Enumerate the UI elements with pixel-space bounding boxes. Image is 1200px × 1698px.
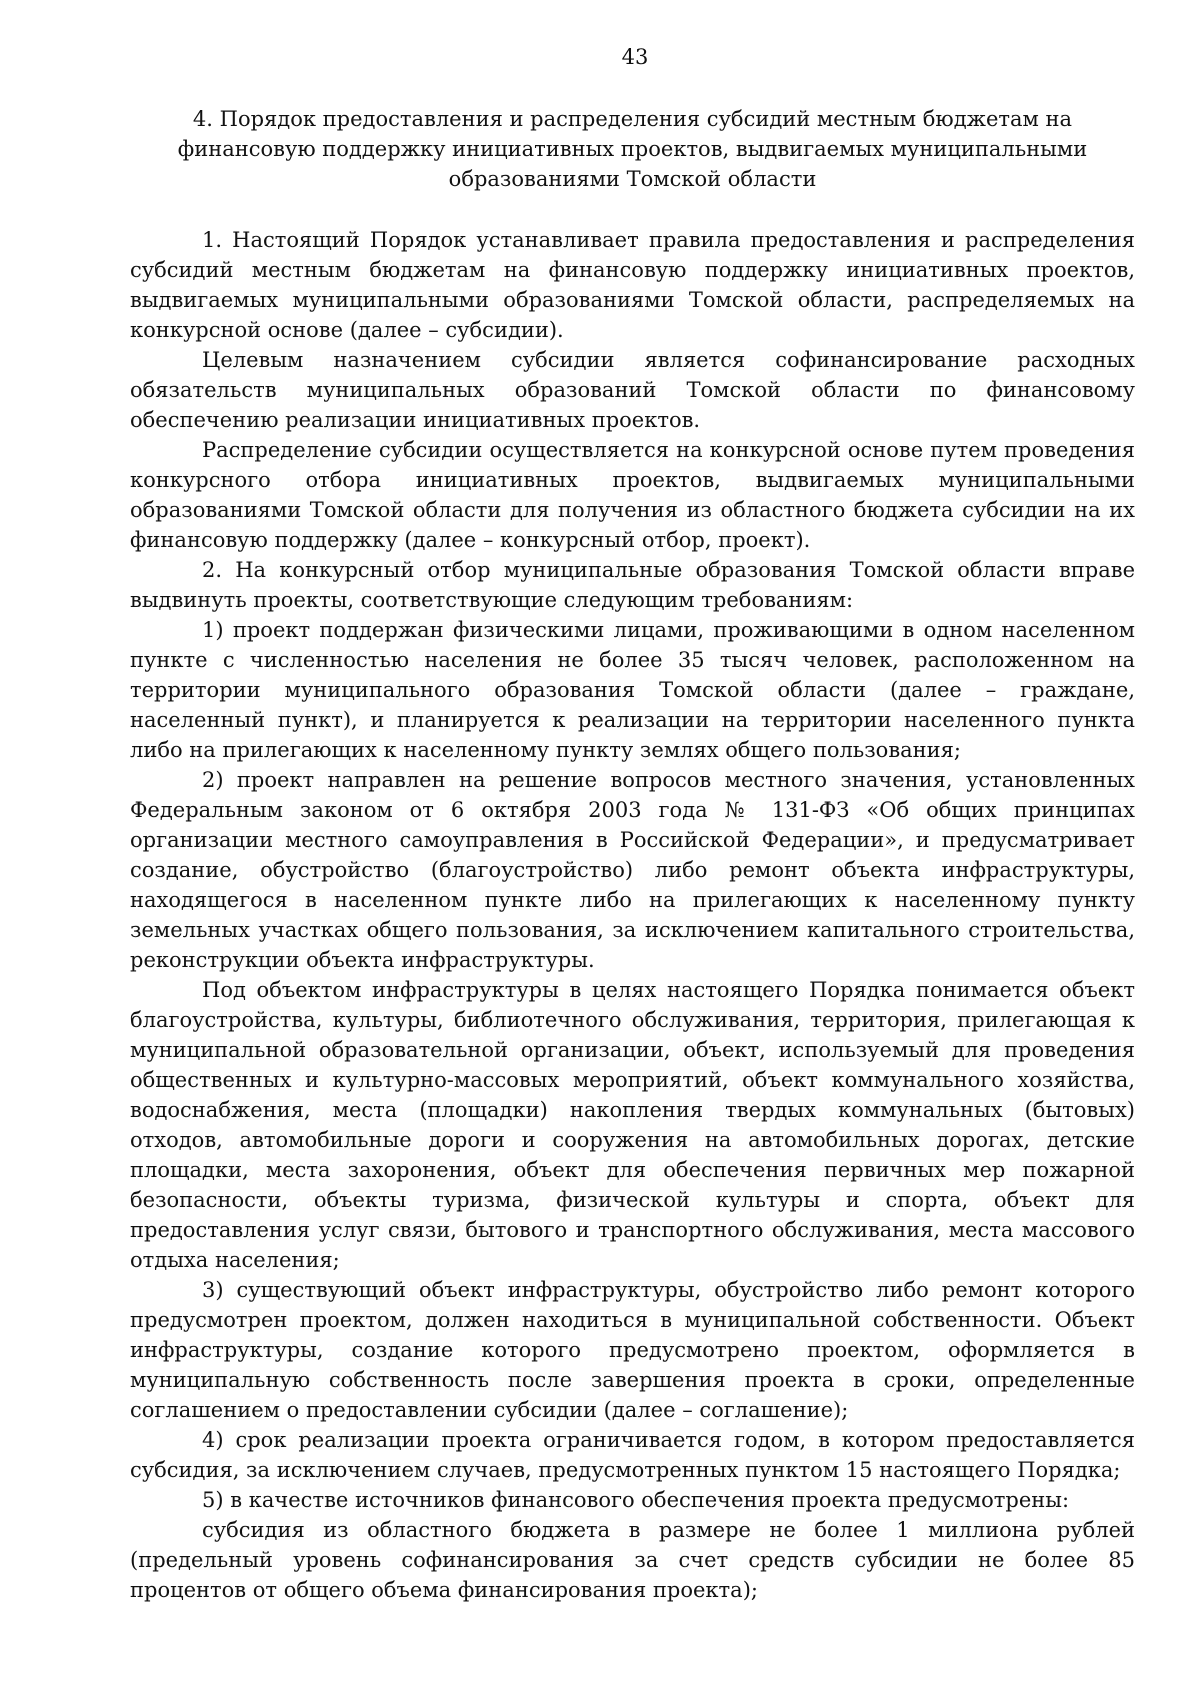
paragraph: 1. Настоящий Порядок устанавливает правила предоставления и распределения субсидий местным бюджетам на финансовую поддержку инициативных проектов, выдвигаемых муниципальными образованиями Томской области, распределяемых на конкурсной основе (далее – субсидии). bbox=[130, 228, 1135, 342]
document-body bbox=[130, 225, 1135, 1605]
paragraph: субсидия из областного бюджета в размере не более 1 миллиона рублей (предельный уровень софинансирования за счет средств субсидии не более 85 процентов от общего объема финансирования проекта); bbox=[130, 1518, 1135, 1602]
paragraph: Целевым назначением субсидии является софинансирование расходных обязательств муниципальных образований Томской области по финансовому обеспечению реализации инициативных проектов. bbox=[130, 348, 1135, 432]
page-number: 43 bbox=[621, 45, 649, 69]
paragraph: 2. На конкурсный отбор муниципальные образования Томской области вправе выдвинуть проекты, соответствующие следующим требованиям: bbox=[130, 558, 1135, 612]
paragraph: Под объектом инфраструктуры в целях настоящего Порядка понимается объект благоустройства, культуры, библиотечного обслуживания, территория, прилегающая к муниципальной образовательной организации, объект, используемый для проведения общественных и культурно-массовых мероприятий, объект коммунального хозяйства, водоснабжения, места (площадки) накопления твердых коммунальных (бытовых) отходов, автомобильные дороги и сооружения на автомобильных дорогах, детские площадки, места захоронения, объект для обеспечения первичных мер пожарной безопасности, объекты туризма, физической культуры и спорта, объект для предоставления услуг связи, бытового и транспортного обслуживания, места массового отдыха населения; bbox=[130, 978, 1135, 1272]
paragraph: 4) срок реализации проекта ограничивается годом, в котором предоставляется субсидия, за исключением случаев, предусмотренных пунктом 15 настоящего Порядка; bbox=[130, 1428, 1135, 1482]
paragraph: 3) существующий объект инфраструктуры, обустройство либо ремонт которого предусмотрен проектом, должен находиться в муниципальной собственности. Объект инфраструктуры, создание которого предусмотрено проектом, оформляется в муниципальную собственность после завершения проекта в сроки, определенные соглашением о предоставлении субсидии (далее – соглашение); bbox=[130, 1278, 1135, 1422]
paragraph: Распределение субсидии осуществляется на конкурсной основе путем проведения конкурсного отбора инициативных проектов, выдвигаемых муниципальными образованиями Томской области для получения из областного бюджета субсидии на их финансовую поддержку (далее – конкурсный отбор, проект). bbox=[130, 438, 1135, 552]
section-title: 4. Порядок предоставления и распределения субсидий местным бюджетам на финансовую поддержку инициативных проектов, выдвигаемых муниципальными образованиями Томской области bbox=[177, 107, 1088, 191]
paragraph: 1) проект поддержан физическими лицами, проживающими в одном населенном пункте с численностью населения не более 35 тысяч человек, расположенном на территории муниципального образования Томской области (далее – граждане, населенный пункт), и планируется к реализации на территории населенного пункта либо на прилегающих к населенному пункту землях общего пользования; bbox=[130, 618, 1135, 762]
paragraph: 5) в качестве источников финансового обеспечения проекта предусмотрены: bbox=[202, 1488, 1070, 1512]
paragraph: 2) проект направлен на решение вопросов местного значения, установленных Федеральным законом от 6 октября 2003 года № 131-ФЗ «Об общих принципах организации местного самоуправления в Российской Федерации», и предусматривает создание, обустройство (благоустройство) либо ремонт объекта инфраструктуры, находящегося в населенном пункте либо на прилегающих к населенному пункту земельных участках общего пользования, за исключением капитального строительства, реконструкции объекта инфраструктуры. bbox=[130, 768, 1135, 972]
